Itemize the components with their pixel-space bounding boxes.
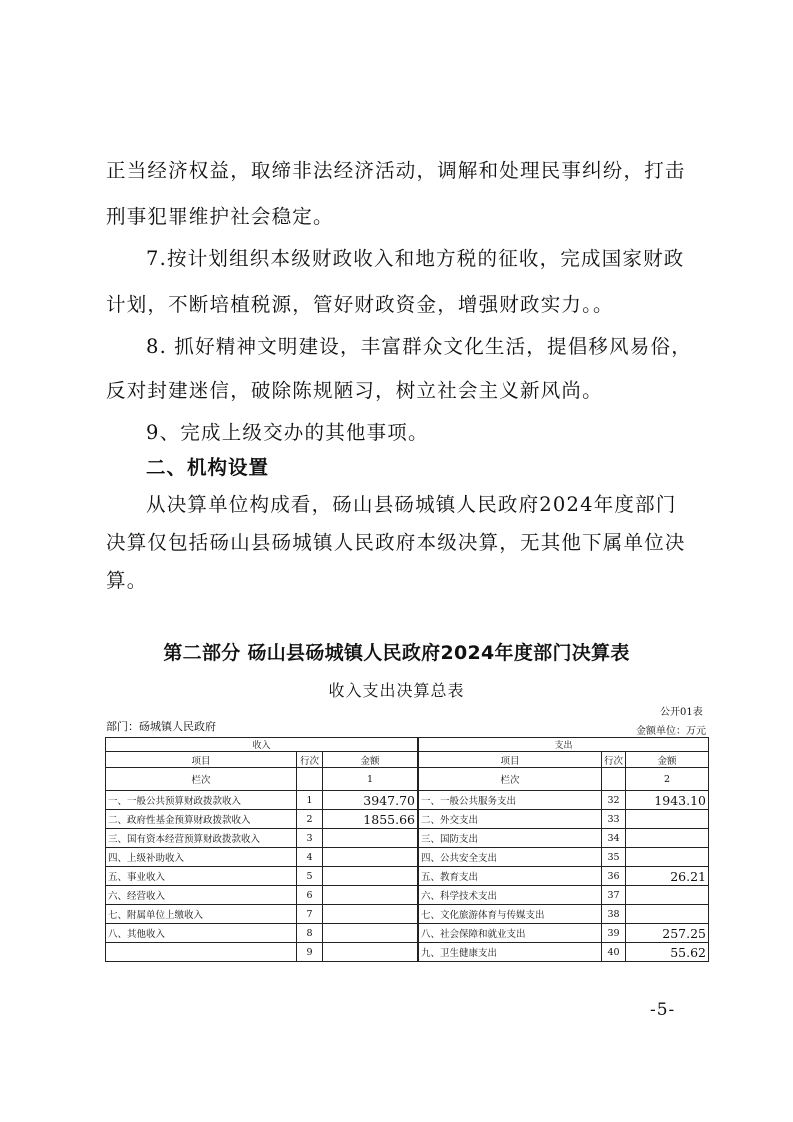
expense-item: 五、教育支出	[419, 867, 602, 886]
table-row	[106, 810, 709, 829]
income-item: 二、政府性基金预算财政拨款收入	[106, 810, 297, 829]
paragraph-line: 9、完成上级交办的其他事项。	[146, 421, 429, 444]
expense-row-no: 38	[602, 905, 626, 924]
paragraph-line: 算。	[106, 569, 148, 592]
paragraph-line: 从决算单位构成看，砀山县砀城镇人民政府2024年度部门	[146, 493, 677, 516]
unit-label: 金额单位：万元	[636, 726, 706, 737]
income-amount	[323, 886, 418, 905]
table-row	[106, 848, 709, 867]
income-row-no: 5	[297, 867, 323, 886]
income-row-no: 2	[297, 810, 323, 829]
income-expense-table	[105, 737, 709, 962]
expense-amount	[626, 848, 709, 867]
income-amount	[323, 905, 418, 924]
expense-amount: 55.62	[626, 943, 709, 962]
expense-item: 七、文化旅游体育与传媒支出	[419, 905, 602, 924]
paragraph-line: 正当经济权益，取缔非法经济活动，调解和处理民事纠纷，打击	[106, 159, 686, 182]
expense-item: 八、社会保障和就业支出	[419, 924, 602, 943]
expense-amount	[626, 829, 709, 848]
income-item: 四、上级补助收入	[106, 848, 297, 867]
expense-amount: 26.21	[626, 867, 709, 886]
lanci-label: 栏次	[419, 768, 602, 791]
expense-item: 一、一般公共服务支出	[419, 791, 602, 810]
income-row-no: 4	[297, 848, 323, 867]
expense-amount	[626, 810, 709, 829]
section-heading: 二、机构设置	[146, 456, 270, 479]
paragraph-line: 刑事犯罪维护社会稳定。	[106, 205, 334, 228]
income-amount	[323, 867, 418, 886]
col-item: 项目	[419, 752, 602, 768]
table-row	[106, 943, 709, 962]
expense-row-no: 39	[602, 924, 626, 943]
income-item: 六、经营收入	[106, 886, 297, 905]
expense-row-no: 36	[602, 867, 626, 886]
expense-col-no: 2	[626, 768, 709, 791]
income-amount: 3947.70	[323, 791, 418, 810]
expense-row-no: 35	[602, 848, 626, 867]
paragraph-line: 决算仅包括砀山县砀城镇人民政府本级决算，无其他下属单位决	[106, 531, 686, 554]
income-col-no: 1	[323, 768, 418, 791]
col-amount: 金额	[626, 752, 709, 768]
expense-item: 二、外交支出	[419, 810, 602, 829]
paragraph-line: 计划，不断培植税源，管好财政资金，增强财政实力。。	[106, 293, 614, 316]
table-row	[106, 886, 709, 905]
expense-row-no: 33	[602, 810, 626, 829]
part-title: 第二部分 砀山县砀城镇人民政府2024年度部门决算表	[163, 642, 630, 664]
income-amount	[323, 829, 418, 848]
expense-row-no: 40	[602, 943, 626, 962]
paragraph-line: 反对封建迷信，破除陈规陋习，树立社会主义新风尚。	[106, 379, 603, 402]
paragraph-line: 7.按计划组织本级财政收入和地方税的征收，完成国家财政	[146, 247, 685, 270]
expense-header: 支出	[419, 738, 709, 752]
income-item: 七、附属单位上缴收入	[106, 905, 297, 924]
expense-row-no: 32	[602, 791, 626, 810]
expense-item: 三、国防支出	[419, 829, 602, 848]
lanci-label: 栏次	[106, 768, 297, 791]
income-amount	[323, 848, 418, 867]
income-item: 一、一般公共预算财政拨款收入	[106, 791, 297, 810]
table-row	[106, 791, 709, 810]
income-row-no: 3	[297, 829, 323, 848]
expense-amount	[626, 886, 709, 905]
income-item: 八、其他收入	[106, 924, 297, 943]
income-amount: 1855.66	[323, 810, 418, 829]
table-row	[106, 829, 709, 848]
expense-row-no: 34	[602, 829, 626, 848]
income-amount	[323, 924, 418, 943]
expense-item: 四、公共安全支出	[419, 848, 602, 867]
page-number: -5-	[650, 1000, 676, 1020]
table-row	[106, 924, 709, 943]
income-row-no: 1	[297, 791, 323, 810]
income-item: 三、国有资本经营预算财政拨款收入	[106, 829, 297, 848]
expense-row-no: 37	[602, 886, 626, 905]
table-row	[106, 867, 709, 886]
expense-amount: 257.25	[626, 924, 709, 943]
income-header: 收入	[106, 738, 418, 752]
expense-amount	[626, 905, 709, 924]
income-row-no: 9	[297, 943, 323, 962]
income-row-no: 6	[297, 886, 323, 905]
paragraph-line: 8. 抓好精神文明建设，丰富群众文化生活，提倡移风易俗，	[146, 335, 692, 358]
income-item: 五、事业收入	[106, 867, 297, 886]
expense-item: 六、科学技术支出	[419, 886, 602, 905]
col-item: 项目	[106, 752, 297, 768]
department-label: 部门：砀城镇人民政府	[106, 720, 216, 733]
income-amount	[323, 943, 418, 962]
table-code: 公开01表	[660, 707, 703, 718]
expense-amount: 1943.10	[626, 791, 709, 810]
income-item	[106, 943, 297, 962]
income-row-no: 7	[297, 905, 323, 924]
col-row: 行次	[297, 752, 323, 768]
table-title: 收入支出决算总表	[328, 681, 465, 700]
col-amount: 金额	[323, 752, 418, 768]
income-row-no: 8	[297, 924, 323, 943]
col-row: 行次	[602, 752, 626, 768]
expense-item: 九、卫生健康支出	[419, 943, 602, 962]
table-row	[106, 905, 709, 924]
